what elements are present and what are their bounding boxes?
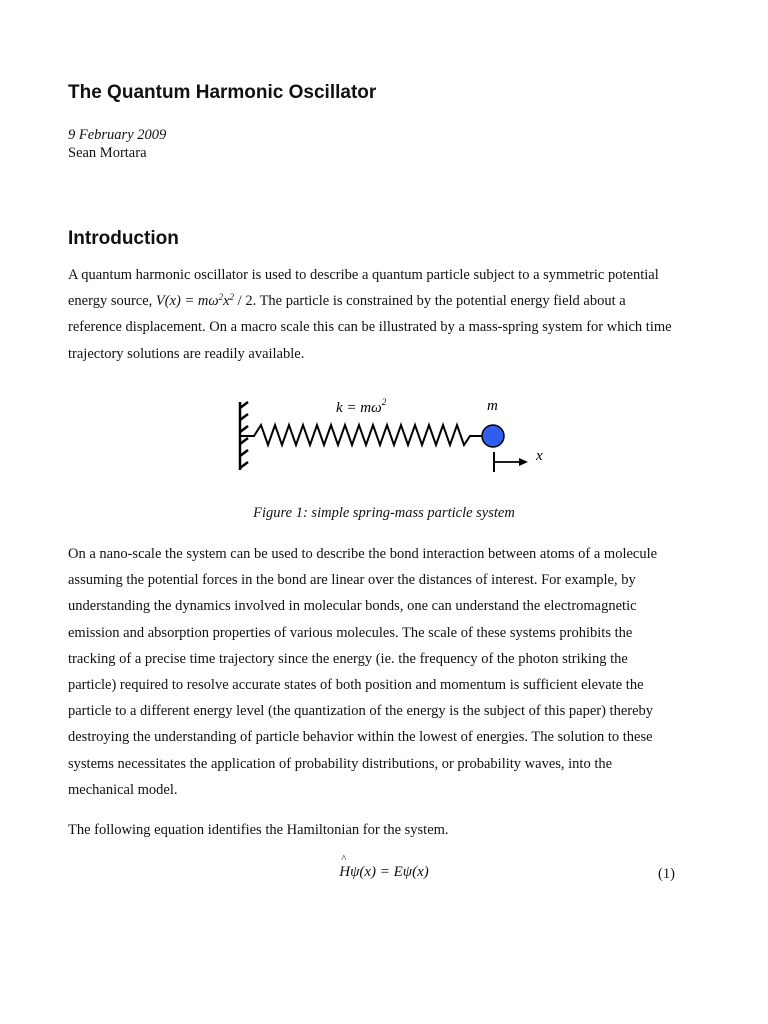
section-heading-introduction: Introduction bbox=[68, 228, 179, 249]
figure-caption: Figure 1: simple spring-mass particle system bbox=[253, 505, 515, 521]
mass-label: m bbox=[487, 398, 498, 414]
paper-author: Sean Mortara bbox=[68, 145, 147, 161]
potential-formula-x: x bbox=[223, 293, 230, 310]
intro-line-3: reference displacement. On a macro scale this can be illustrated by a mass-spring system for which time bbox=[68, 319, 672, 336]
hamiltonian-operator: ^ H bbox=[339, 864, 350, 881]
potential-formula bbox=[156, 293, 253, 309]
potential-exponent-omega: 2 bbox=[218, 292, 224, 303]
para2-line: particle) required to resolve accurate states of both position and momentum is sufficient elevate the bbox=[68, 677, 644, 694]
intro-line-1: A quantum harmonic oscillator is used to describe a quantum particle subject to a symmetric potential bbox=[68, 267, 659, 283]
para2-line: understanding the dynamics involved in molecular bonds, one can understand the electromagnetic bbox=[68, 598, 637, 615]
potential-exponent-x: 2 bbox=[229, 292, 235, 303]
intro-line-2 bbox=[68, 288, 708, 314]
hamiltonian-intro-paragraph: The following equation identifies the Hamiltonian for the system. bbox=[68, 822, 449, 838]
hamiltonian-equation-body: ψ(x) = Eψ(x) bbox=[350, 864, 429, 880]
position-arrowhead bbox=[519, 458, 528, 466]
para2-line: emission and absorption properties of various molecules. The scale of these systems prohibits the bbox=[68, 624, 633, 641]
potential-formula-divisor: / 2 bbox=[234, 293, 253, 310]
intro-paragraph bbox=[68, 262, 708, 367]
paper-title: The Quantum Harmonic Oscillator bbox=[68, 82, 377, 103]
para2-line: On a nano-scale the system can be used to describe the bond interaction between atoms of a molecule bbox=[68, 546, 658, 562]
intro-line-2-start: energy source, bbox=[68, 293, 156, 310]
equation-number: (1) bbox=[658, 866, 675, 882]
para2-line: tracking of a precise time trajectory since the energy (ie. the frequency of the photon striking the bbox=[68, 650, 628, 667]
intro-line-2-end: . The particle is constrained by the potential energy field about a bbox=[252, 293, 626, 310]
hamiltonian-equation bbox=[0, 864, 768, 881]
paper-date: 9 February 2009 bbox=[68, 127, 167, 143]
potential-formula-base: V(x) = mω bbox=[155, 293, 219, 310]
spring-constant-label: $k = m\omega^2$ bbox=[336, 397, 387, 416]
displacement-axis-label: x bbox=[536, 448, 543, 464]
para2-line: particle to a different energy level (the quantization of the energy is the subject of this paper) thereby bbox=[68, 703, 654, 720]
para2-line: systems necessitates the application of probability distributions, or probability waves, into the bbox=[68, 755, 613, 772]
nano-scale-paragraph bbox=[68, 541, 708, 803]
para2-line: mechanical model. bbox=[68, 781, 178, 798]
mass-ball bbox=[482, 425, 504, 447]
intro-line-4: trajectory solutions are readily available. bbox=[68, 345, 305, 362]
spring-coil bbox=[240, 425, 482, 445]
para2-line: assuming the potential forces in the bond are linear over the distances of interest. For example, by bbox=[68, 572, 636, 589]
spring-mass-figure bbox=[228, 392, 558, 478]
para2-line: destroying the understanding of particle behavior within the lowest of energies. The solution to these bbox=[68, 729, 653, 746]
